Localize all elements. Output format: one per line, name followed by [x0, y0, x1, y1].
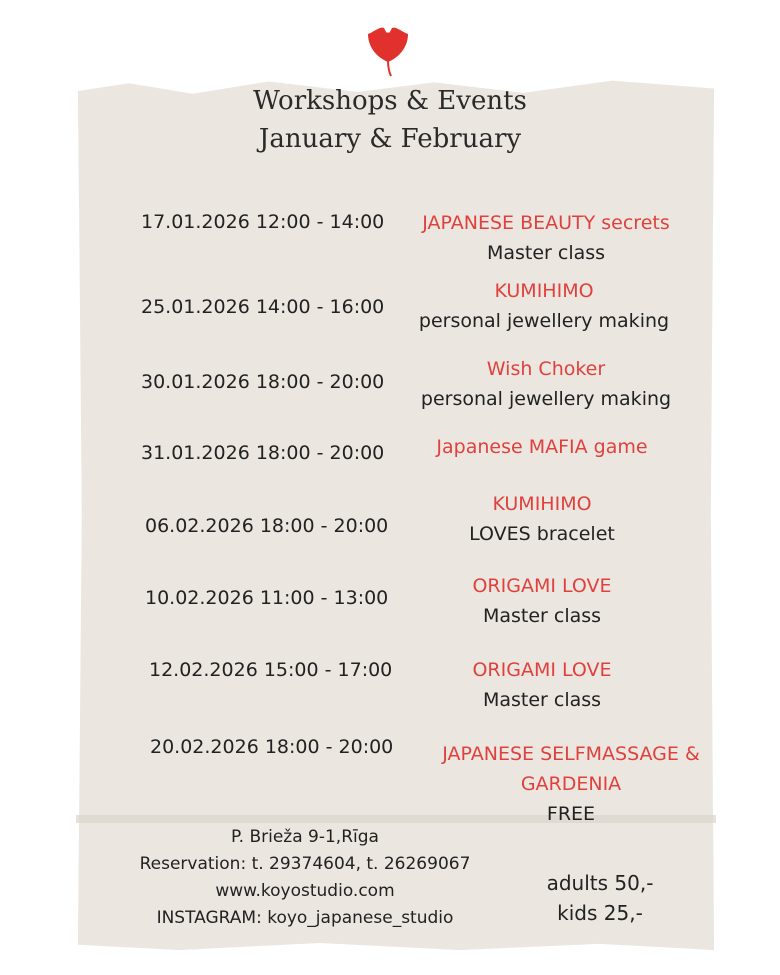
- event-name: KUMIHIMO: [494, 280, 594, 302]
- event-datetime: 31.01.2026 18:00 - 20:00: [141, 442, 385, 464]
- event-detail: personal jewellery making: [418, 310, 670, 332]
- event-datetime: 10.02.2026 11:00 - 13:00: [145, 587, 389, 609]
- event-detail: personal jewellery making: [420, 388, 672, 410]
- event-datetime: 25.01.2026 14:00 - 16:00: [141, 296, 385, 318]
- ginkgo-leaf-icon: [364, 22, 412, 78]
- event-datetime: 30.01.2026 18:00 - 20:00: [141, 371, 385, 393]
- address: P. Brieža 9-1,Rīga: [231, 827, 379, 847]
- event-block: [396, 208, 696, 268]
- event-detail: Master class: [486, 242, 606, 264]
- contact-info: [120, 824, 490, 932]
- event-datetime: 12.02.2026 15:00 - 17:00: [149, 659, 393, 681]
- website-link[interactable]: www.koyostudio.com: [215, 881, 395, 901]
- event-datetime: 06.02.2026 18:00 - 20:00: [145, 515, 389, 537]
- event-name: KUMIHIMO: [492, 493, 592, 515]
- event-block: [394, 276, 694, 336]
- price-list: [520, 868, 680, 928]
- event-detail: FREE: [546, 803, 596, 825]
- event-datetime: 17.01.2026 12:00 - 14:00: [141, 211, 385, 233]
- event-name: JAPANESE BEAUTY secrets: [422, 212, 670, 234]
- event-detail: Master class: [482, 605, 602, 627]
- event-block: [392, 655, 692, 715]
- event-block: [392, 571, 692, 631]
- event-name: Wish Choker: [486, 358, 606, 380]
- event-detail: Master class: [482, 689, 602, 711]
- instagram-handle: INSTAGRAM: koyo_japanese_studio: [156, 908, 454, 928]
- event-block: [396, 354, 696, 414]
- title-line-2: January & February: [258, 124, 522, 154]
- event-name: Japanese MAFIA game: [436, 436, 648, 458]
- price-kids: kids 25,-: [557, 901, 643, 925]
- event-block: [392, 489, 692, 549]
- event-datetime: 20.02.2026 18:00 - 20:00: [150, 736, 394, 758]
- reservation-phones: Reservation: t. 29374604, t. 26269067: [139, 854, 471, 874]
- price-adults: adults 50,-: [546, 871, 654, 895]
- event-name: ORIGAMI LOVE: [472, 575, 612, 597]
- event-name: ORIGAMI LOVE: [472, 659, 612, 681]
- event-block: [421, 739, 721, 829]
- event-block: [392, 432, 692, 462]
- event-name-line-2: GARDENIA: [520, 773, 622, 795]
- event-name-line-1: JAPANESE SELFMASSAGE &: [442, 743, 700, 765]
- event-detail: LOVES bracelet: [469, 523, 615, 545]
- title-line-1: Workshops & Events: [253, 86, 527, 116]
